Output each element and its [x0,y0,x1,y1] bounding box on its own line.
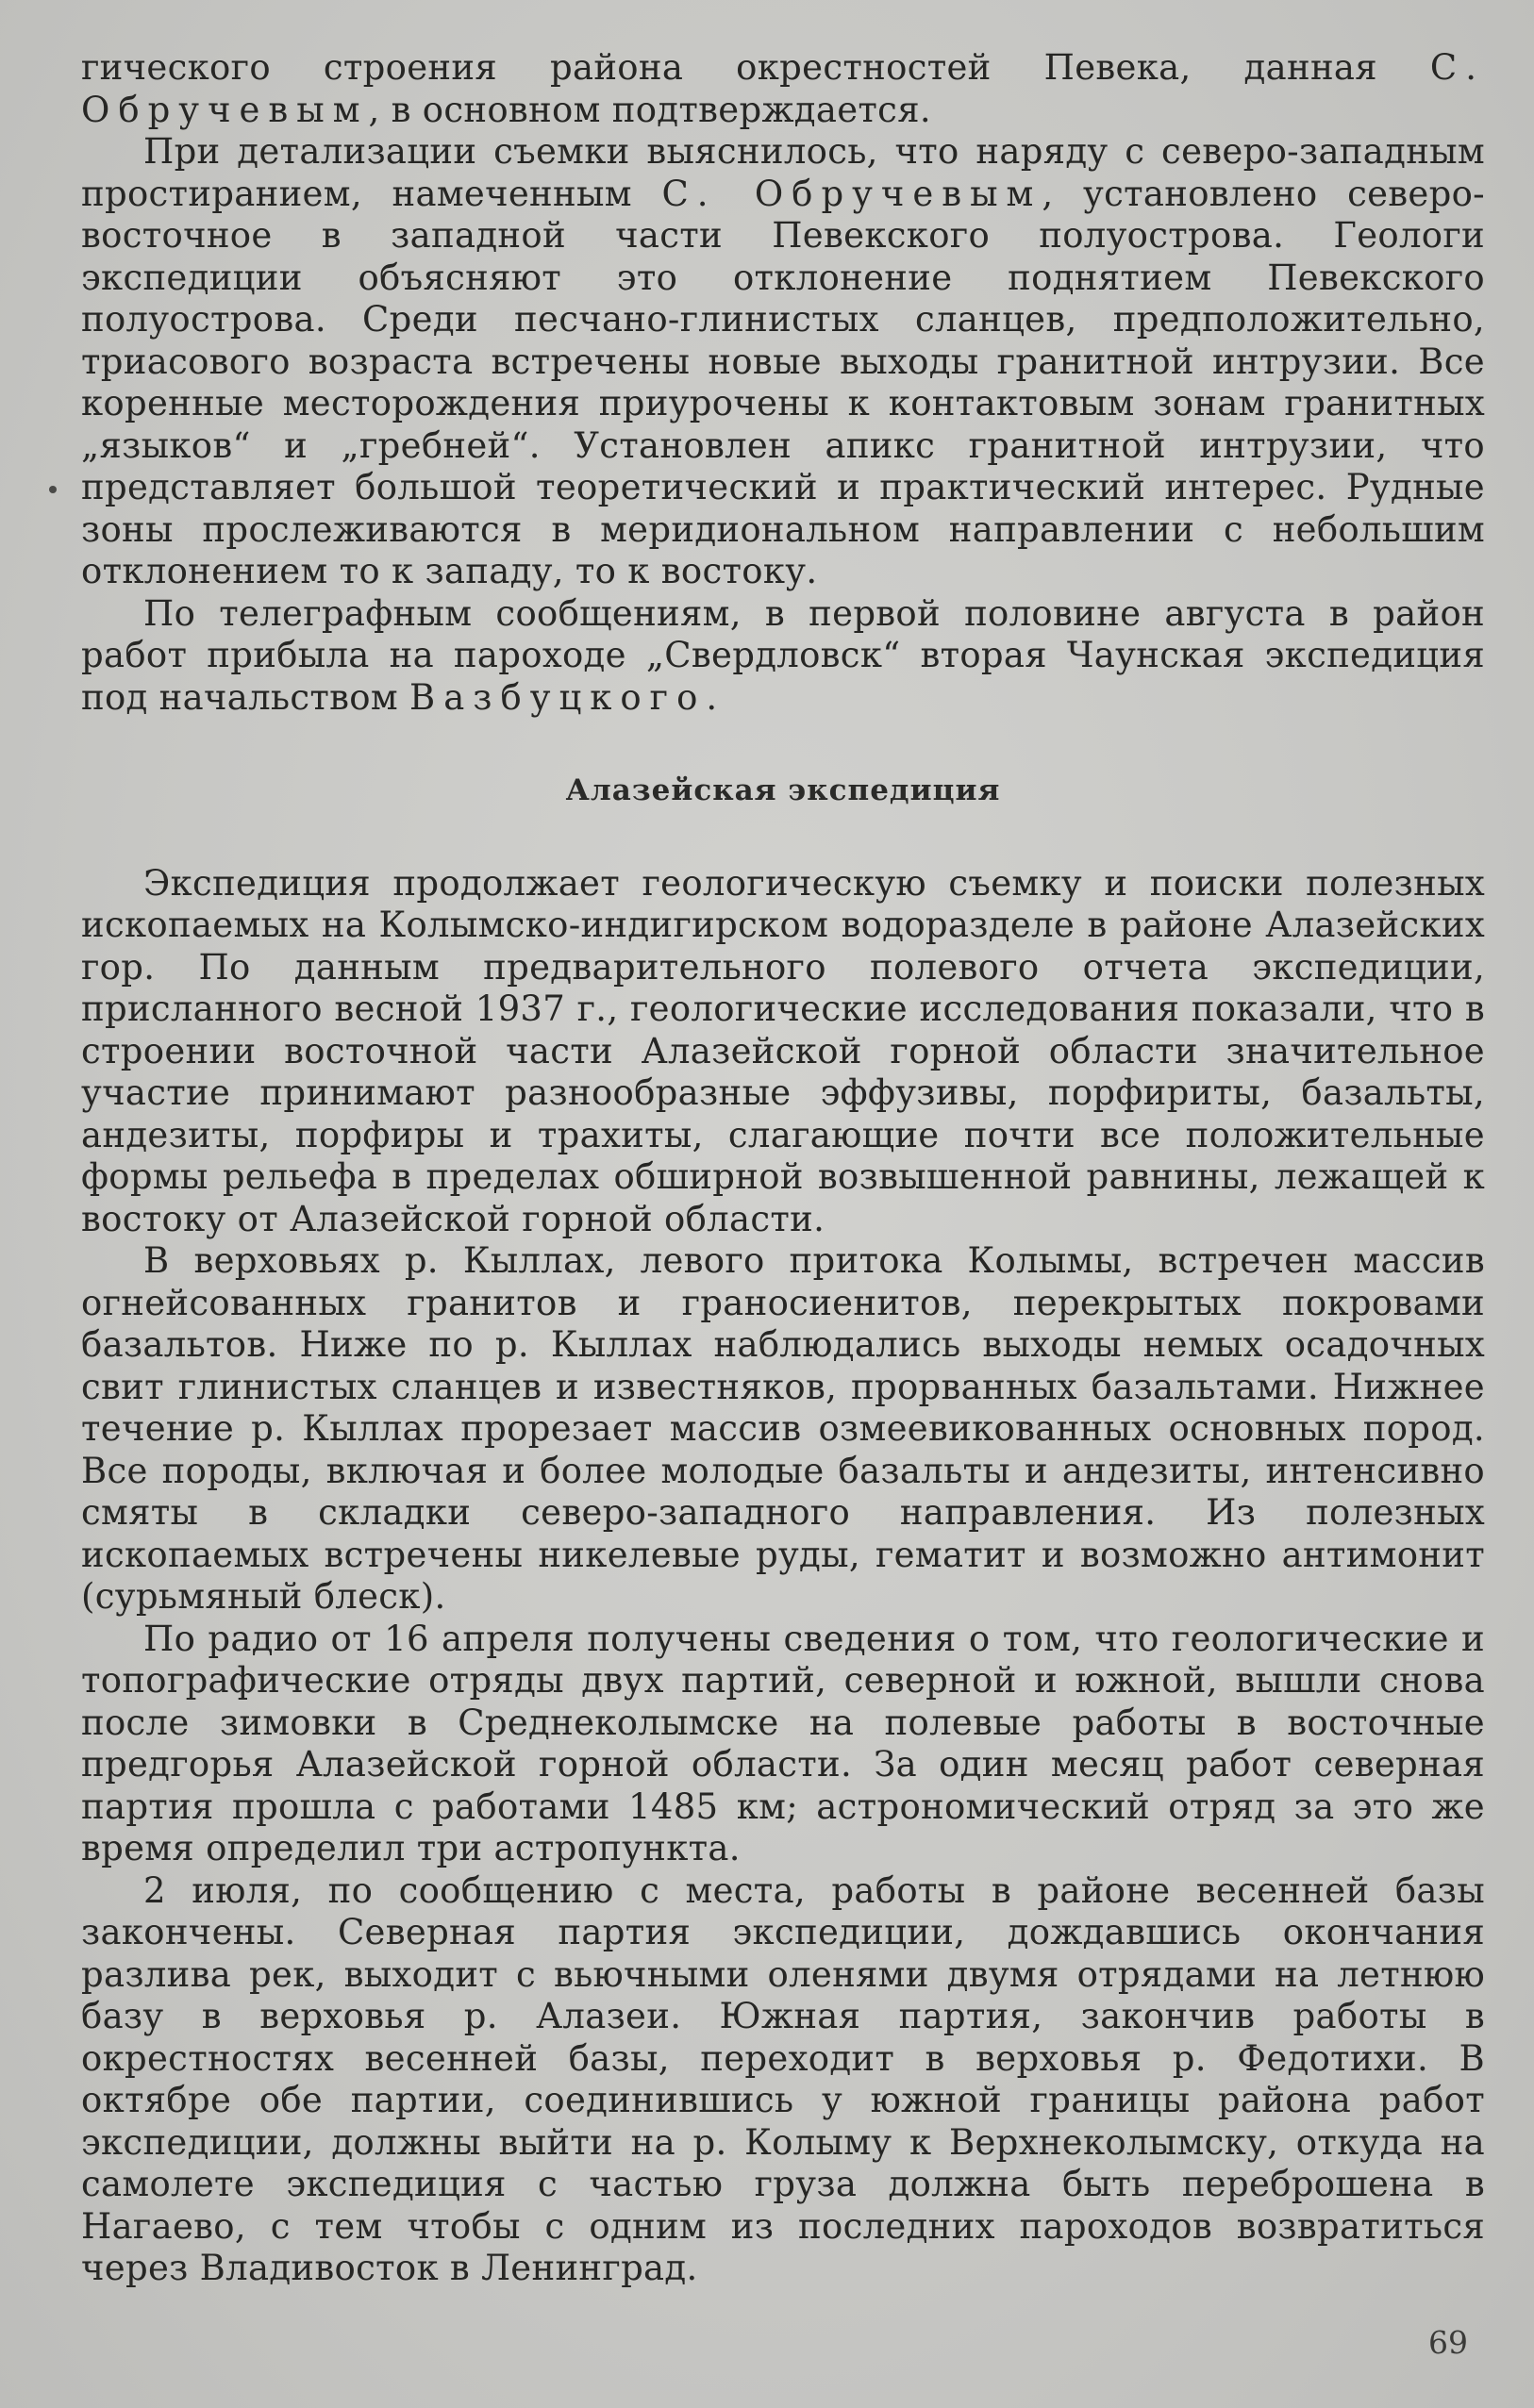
author-name: С. Обручевым [661,173,1042,214]
paragraph-text: , установлено северо-восточное в западной части Певекского полуострова. Геологи экспедиции объясняют это отклонение поднятием Певекского полуострова. Среди песчано-глинистых сланцев, предположительно, триасового возраста встречены новые выходы гранитной интрузии. Все коренные месторождения приурочены к контактовым зонам гранитных „языков“ и „гребней“. Установлен апикс гранитной интрузии, что представляет большой теоретический и практический интерес. Рудные зоны прослеживаются в меридиональном направлении с небольшим отклонением то к западу, то к востоку. [81,173,1485,591]
paragraph-alazeya-4: 2 июля, по сообщению с места, работы в районе весенней базы закончены. Северная партия экспедиции, дождавшись окончания разлива рек, выходит с вьючными оленями двумя отрядами на летнюю базу в верховья р. Алазеи. Южная партия, закончив работы в окрестностях весенней базы, переходит в верховья р. Федотихи. В октябре обе партии, соединившись у южной границы района работ экспедиции, должны выйти на р. Колыму к Верхнеколымску, откуда на самолете экспедиция с частью груза должна быть переброшена в Нагаево, с тем чтобы с одним из последних пароходов возвратиться через Владивосток в Ленинград. [81,1869,1485,2288]
paragraph-pevek-survey [81,131,1485,593]
paragraph-text: . [706,676,718,718]
paragraph-alazeya-2: В верховьях р. Кыллах, левого притока Колымы, встречен массив огнейсованных гранитов и граносиенитов, перекрытых покровами базальтов. Ниже по р. Кыллах наблюдались выходы немых осадочных свит глинистых сланцев и известняков, прорванных базальтами. Нижнее течение р. Кыллах прорезает массив озмеевикованных основных пород. Все породы, включая и более молодые базальты и андезиты, интенсивно смяты в складки северо-западного направления. Из полезных ископаемых встречены никелевые руды, гематит и возможно антимонит (сурьмяный блеск). [81,1240,1485,1617]
author-name: Вазбуцкого [409,676,707,718]
paragraph-text: При детализации съемки выяснилось, что наряду с северо-западным простиранием, намеченным [81,131,1485,214]
margin-ink-dot [49,486,57,493]
section-heading: Алазейская экспедиция [565,773,1001,807]
paragraph-text: , в основном подтверждается. [368,89,931,130]
paragraph-text: гического строения района окрестностей Певека, данная [81,47,1430,88]
paragraph-alazeya-1: Экспедиция продолжает геологическую съемку и поиски полезных ископаемых на Колымско-индигирском водоразделе в районе Алазейских гор. По данным предварительного полевого отчета экспедиции, присланного весной 1937 г., геологические исследования показали, что в строении восточной части Алазейской горной области значительное участие принимают разнообразные эффузивы, порфириты, базальты, андезиты, порфиры и трахиты, слагающие почти все положительные формы рельефа в пределах обширной возвышенной равнины, лежащей к востоку от Алазейской горной области. [81,862,1485,1239]
page-number: 69 [1428,2324,1468,2361]
text-column [81,47,1485,2290]
author-name: С. Обручевым [81,47,1485,130]
paragraph-text: По телеграфным сообщениям, в первой половине августа в район работ прибыла на пароходе „Свердловск“ вторая Чаунская экспедиция под начальством [81,592,1485,718]
paragraph-chaun-expedition [81,593,1485,720]
paragraph-alazeya-3: По радио от 16 апреля получены сведения о том, что геологические и топографические отряды двух партий, северной и южной, вышли снова после зимовки в Среднеколымске на полевые работы в восточные предгорья Алазейской горной области. За один месяц работ северная партия прошла с работами 1485 км; астрономический отряд за это же время определил три астропункта. [81,1618,1485,1868]
paragraph-continuation [81,47,1485,131]
